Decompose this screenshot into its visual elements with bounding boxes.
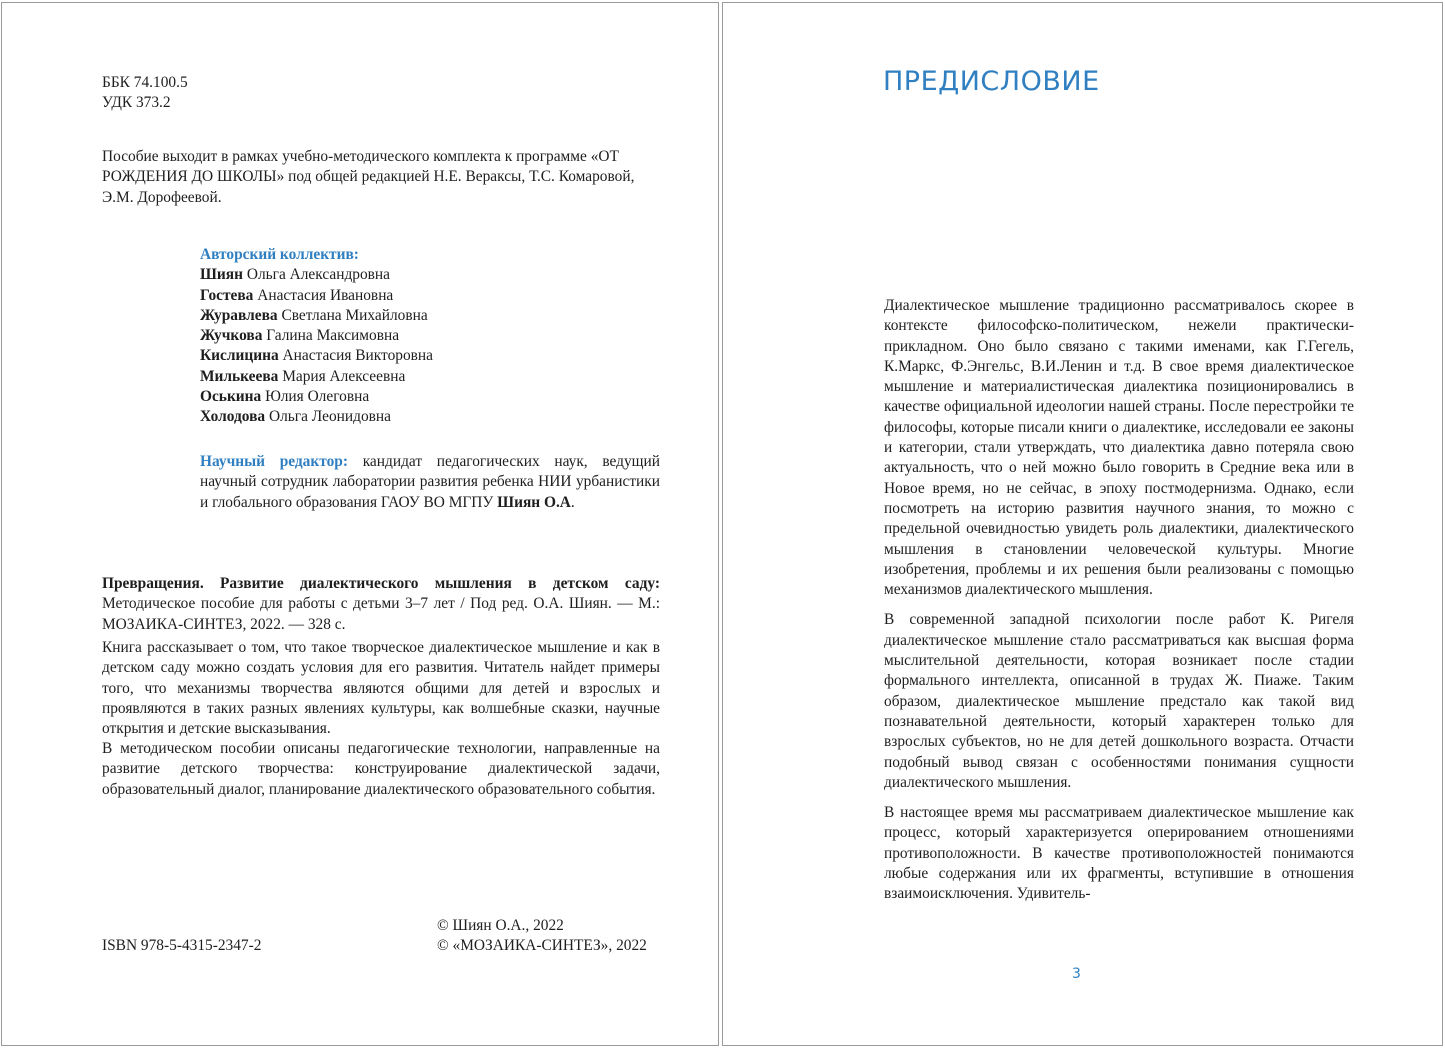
annotation-paragraph xyxy=(102,638,660,739)
copyright-author: © Шиян О.А., 2022 xyxy=(437,917,564,934)
author-surname: Кислицина xyxy=(200,347,279,365)
book-title: Превращения. Развитие диалектического мышления в детском саду: xyxy=(102,575,660,592)
author-name: Галина Максимовна xyxy=(266,327,400,345)
author-row xyxy=(200,265,660,285)
editor-name: Шиян О.А xyxy=(497,493,571,511)
author-name: Юлия Олеговна xyxy=(265,388,370,406)
biblio-details: Методическое пособие для работы с детьми 3–7 лет / Под ред. О.А. Шиян. — М.: МОЗАИКА-СИНТЕЗ, 2022. — 328 с. xyxy=(102,595,660,633)
classification-codes xyxy=(102,73,188,114)
preface-paragraph: Диалектическое мышление традиционно рассматривалось скорее в контексте философско-политическом, нежели практически-прикладном. Оно было связано с такими именами, как Г.Гегель, К.Маркс, Ф.Энгельс, В.И.Ленин и т.д. В свое время диалектическое мышление и материалистическая диалектика позиционировались в качестве официальной идеологии нашей страны. После перестройки те философы, которые писали книги о диалектике, исследовали ее законы и категории, стали утверждать, что диалектика давно потеряла свою актуальность, что о ней можно было говорить в Средние века или в Новое время, но не сейчас, в эпоху постмодернизма. Однако, если посмотреть на историю развития научного знания, то можно с предельной очевидностью увидеть роль диалектики, диалектического мышления в становлении человеческой культуры. Многие изобретения, проблемы и их решения были реализованы с помощью механизмов диалектического мышления. xyxy=(884,297,1354,599)
bibliographic-record xyxy=(102,574,660,635)
page-title: ПРЕДИСЛОВИЕ xyxy=(883,66,1100,97)
author-row xyxy=(200,306,660,326)
author-surname: Холодова xyxy=(200,408,266,426)
page-number: 3 xyxy=(1072,966,1081,982)
author-surname: Жучкова xyxy=(200,327,263,345)
editor-text: кандидат педагогических наук, ведущий научный сотрудник лаборатории развития ребенка НИИ урбанистики и глобального образования ГАОУ ВО МГПУ xyxy=(200,453,660,511)
author-surname: Гостева xyxy=(200,286,254,304)
author-row xyxy=(200,387,660,407)
copyright-block xyxy=(437,916,647,957)
editor-end: . xyxy=(570,493,575,511)
author-name: Ольга Александровна xyxy=(246,266,390,284)
author-name: Мария Алексеевна xyxy=(282,367,406,385)
bbk-code: ББК 74.100.5 xyxy=(102,74,188,91)
author-row xyxy=(200,286,660,306)
author-surname: Шиян xyxy=(200,266,243,284)
annotation-text: В методическом пособии описаны педагогические технологии, направленные на развитие детского творчества: конструирование диалектической задачи, образовательный диалог, планирование диалектического образовательного события. xyxy=(102,740,660,798)
author-row xyxy=(200,407,660,427)
series-note-text: Пособие выходит в рамках учебно-методического комплекта к программе «ОТ РОЖДЕНИЯ ДО ШКОЛЫ» под общей редакцией Н.Е. Вераксы, Т.С. Комаровой, Э.М. Дорофеевой. xyxy=(102,148,635,206)
series-note xyxy=(102,147,662,208)
preface-paragraph: В настоящее время мы рассматриваем диалектическое мышление как процесс, который характеризуется оперированием отношениями противоположности. В качестве противоположностей понимаются любые содержания или их фрагменты, вступившие в отношения взаимоисключения. Удивитель- xyxy=(884,804,1354,903)
author-row xyxy=(200,367,660,387)
annotation-text: Книга рассказывает о том, что такое творческое диалектическое мышление и как в детском саду можно создать условия для его развития. Читатель найдет примеры того, что механизмы творчества являются общими для детей и взрослых и проявляются в таких разных явлениях культуры, как волшебные сказки, научные открытия и детские высказывания. xyxy=(102,639,660,738)
author-row xyxy=(200,346,660,366)
udk-code: УДК 373.2 xyxy=(102,94,171,112)
preface-body xyxy=(884,296,1354,915)
author-name: Ольга Леонидовна xyxy=(268,408,391,426)
author-name: Анастасия Ивановна xyxy=(257,286,394,304)
copyright-publisher: © «МОЗАИКА-СИНТЕЗ», 2022 xyxy=(437,937,647,955)
authors-heading: Авторский коллектив: xyxy=(200,246,359,263)
isbn: ISBN 978-5-4315-2347-2 xyxy=(102,937,262,954)
authors-section xyxy=(200,245,660,428)
author-surname: Оськина xyxy=(200,388,262,406)
author-name: Светлана Михайловна xyxy=(281,306,428,324)
author-surname: Журавлева xyxy=(200,306,278,324)
author-surname: Милькеева xyxy=(200,367,279,385)
annotation-paragraph xyxy=(102,739,660,800)
author-row xyxy=(200,326,660,346)
biblio-paragraph xyxy=(102,574,660,635)
editor-label: Научный редактор: xyxy=(200,453,348,470)
author-name: Анастасия Викторовна xyxy=(282,347,434,365)
editor-paragraph xyxy=(200,452,660,513)
scientific-editor xyxy=(200,452,660,513)
preface-paragraph: В современной западной психологии после работ К. Ригеля диалектическое мышление стало рассматриваться как высшая форма мыслительной деятельности, которая возникает после стадии формального интеллекта, описанной в трудах Ж. Пиаже. Таким образом, диалектическое мышление предстало как такой вид познавательной деятельности, который характерен только для взрослых субъектов, но не для детей дошкольного возраста. Отчасти подобный вывод связан с особенностями понимания сущности диалектического мышления. xyxy=(884,611,1354,791)
